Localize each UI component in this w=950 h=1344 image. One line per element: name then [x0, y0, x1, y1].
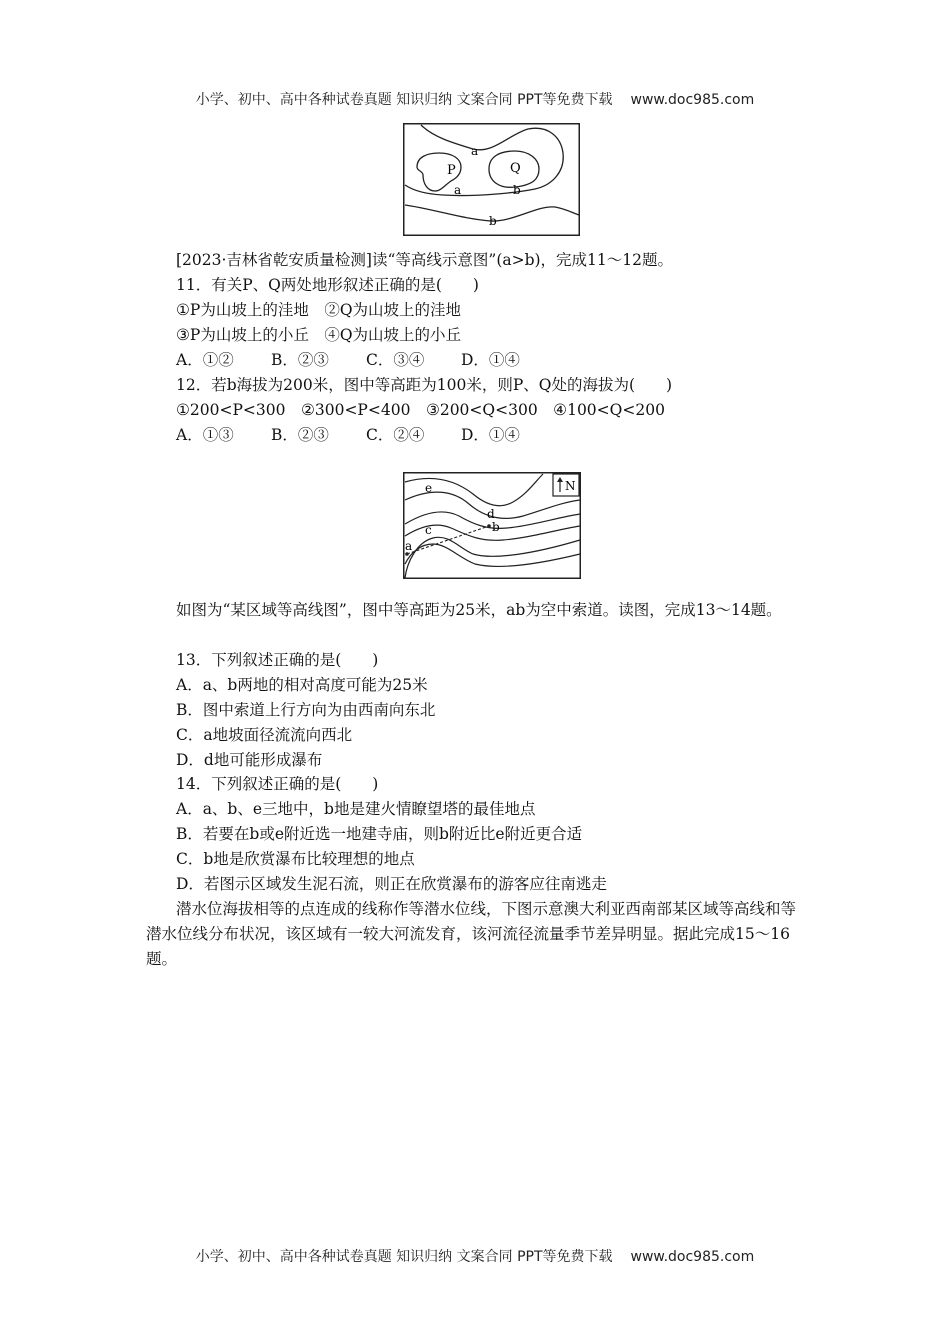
q11-stem: 11．有关P、Q两处地形叙述正确的是( ) — [176, 276, 479, 294]
label-e: e — [425, 481, 433, 495]
intro-13-14: 如图为“某区域等高线图”，图中等高距为25米，ab为空中索道。读图，完成13～14题。 — [176, 601, 782, 619]
q14-stem: 14．下列叙述正确的是( ) — [176, 775, 379, 793]
label-a: a — [405, 539, 413, 553]
point-b — [487, 524, 491, 528]
q14-option-d[interactable]: D．若图示区域发生泥石流，则正在欣赏瀑布的游客应往南逃走 — [176, 875, 607, 893]
contour-figure-cableway — [403, 472, 581, 579]
label-q: Q — [510, 161, 521, 176]
label-b: b — [492, 520, 500, 534]
header-text: 小学、初中、高中各种试卷真题 知识归纳 文案合同 PPT等免费下载 — [195, 92, 613, 108]
intro-15-16: 潜水位海拔相等的点连成的线称作等潜水位线，下图示意澳大利亚西南部某区域等高线和等潜水位线分布状况，该区域有一较大河流发育，该河流径流量季节差异明显。据此完成15～16题。 — [146, 900, 797, 968]
q11-row1: ①P为山坡上的洼地 ②Q为山坡上的洼地 — [176, 301, 462, 319]
q11-row2: ③P为山坡上的小丘 ④Q为山坡上的小丘 — [176, 326, 462, 344]
label-a-left: a — [454, 183, 462, 197]
q11-option-d[interactable]: D．①④ — [461, 351, 520, 369]
label-a-top: a — [471, 144, 479, 158]
page-footer — [0, 1246, 950, 1266]
q13-option-b[interactable]: B．图中索道上行方向为由西南向东北 — [176, 701, 436, 719]
label-d: d — [487, 507, 495, 521]
footer-url[interactable]: www.doc985.com — [630, 1249, 755, 1265]
q14-option-b[interactable]: B．若要在b或e附近选一地建寺庙，则b附近比e附近更合适 — [176, 825, 583, 843]
q13-stem: 13．下列叙述正确的是( ) — [176, 651, 379, 669]
header-url[interactable]: www.doc985.com — [630, 92, 755, 108]
q12-row1: ①200<P<300 ②300<P<400 ③200<Q<300 ④100<Q<200 — [176, 401, 665, 419]
label-c: c — [425, 523, 432, 537]
q13-option-c[interactable]: C．a地坡面径流流向西北 — [176, 726, 353, 744]
q13-option-a[interactable]: A．a、b两地的相对高度可能为25米 — [176, 676, 428, 694]
q11-options — [176, 348, 520, 373]
q12-option-a[interactable]: A．①③ — [176, 426, 234, 444]
contour-figure-pq — [403, 123, 580, 236]
q12-option-c[interactable]: C．②④ — [366, 426, 425, 444]
q12-option-b[interactable]: B．②③ — [271, 426, 329, 444]
q12-stem: 12．若b海拔为200米，图中等高距为100米，则P、Q处的海拔为( ) — [176, 376, 673, 394]
q11-option-c[interactable]: C．③④ — [366, 351, 425, 369]
q12-options — [176, 423, 520, 448]
page-header — [0, 89, 950, 109]
label-b-bottom: b — [489, 214, 497, 228]
q11-option-a[interactable]: A．①② — [176, 351, 234, 369]
footer-text: 小学、初中、高中各种试卷真题 知识归纳 文案合同 PPT等免费下载 — [195, 1249, 613, 1265]
q14-option-a[interactable]: A．a、b、e三地中，b地是建火情瞭望塔的最佳地点 — [176, 800, 536, 818]
q12-option-d[interactable]: D．①④ — [461, 426, 520, 444]
label-north: N — [565, 479, 576, 493]
q14-option-c[interactable]: C．b地是欣赏瀑布比较理想的地点 — [176, 850, 415, 868]
label-b-right: b — [513, 183, 521, 197]
label-p: P — [447, 163, 456, 178]
cableway-line — [407, 526, 489, 554]
intro-11-12: [2023·吉林省乾安质量检测]读“等高线示意图”(a>b)，完成11～12题。 — [176, 251, 674, 269]
contour-line — [405, 537, 580, 578]
q11-option-b[interactable]: B．②③ — [271, 351, 329, 369]
q13-option-d[interactable]: D．d地可能形成瀑布 — [176, 751, 323, 769]
